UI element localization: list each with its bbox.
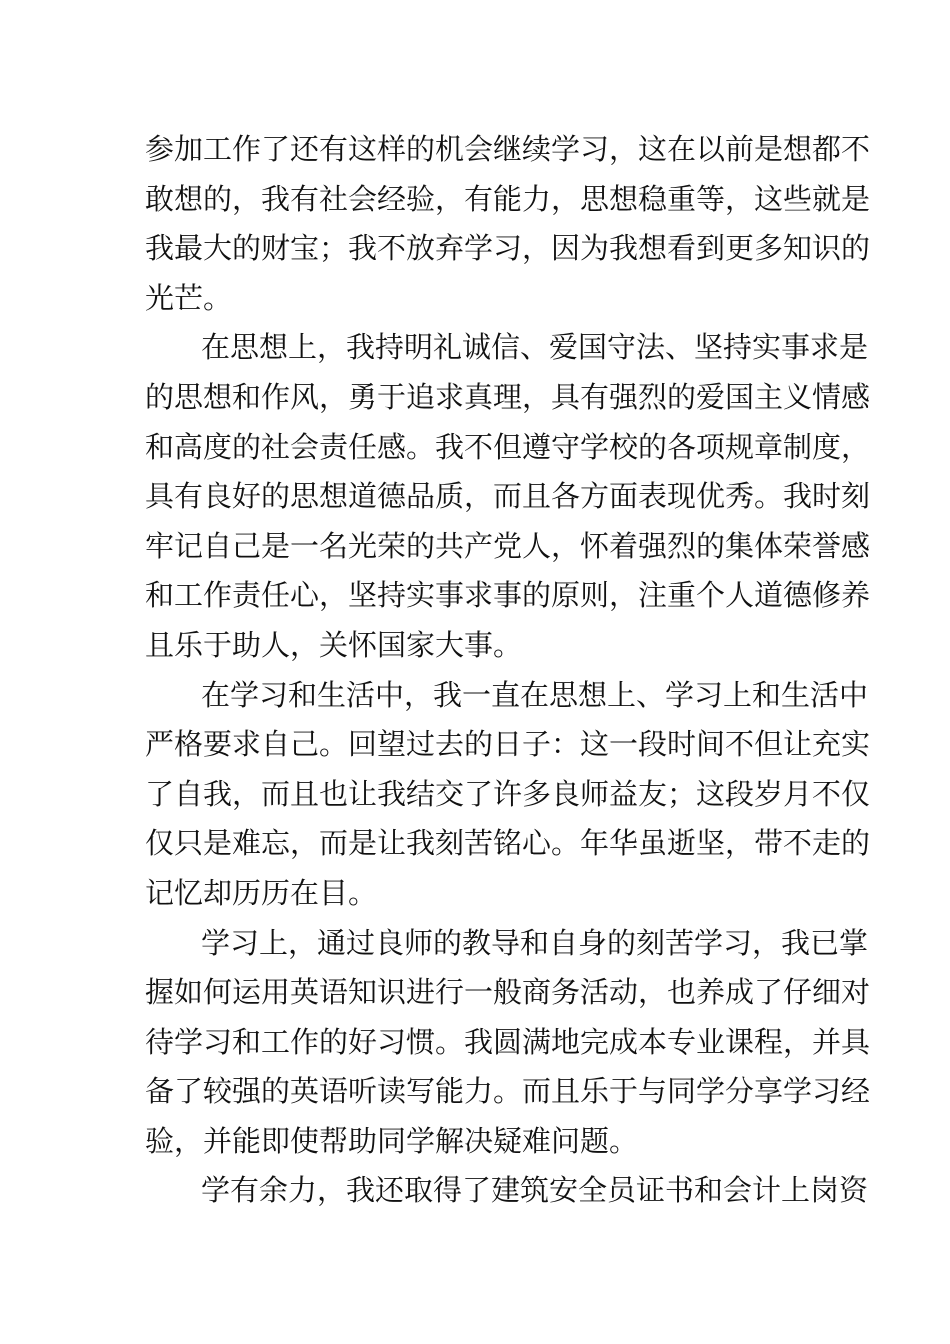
text-line: 备了较强的英语听读写能力。而且乐于与同学分享学习经 [145,1074,871,1109]
text-line: 待学习和工作的好习惯。我圆满地完成本专业课程，并具 [145,1024,871,1059]
paragraph-ideology [145,323,871,670]
text-line-first: 在学习和生活中，我一直在思想上、学习上和生活中 [201,677,869,712]
text-line: 和高度的社会责任感。我不但遵守学校的各项规章制度， [145,429,871,464]
text-line-first: 学习上，通过良师的教导和自身的刻苦学习，我已掌 [201,925,869,960]
text-line: 我最大的财宝；我不放弃学习，因为我想看到更多知识的 [145,231,871,266]
paragraph-continued [145,125,871,323]
text-line: 仅只是难忘，而是让我刻苦铭心。年华虽逝坚，带不走的 [145,826,871,861]
document-body [145,125,871,1216]
text-line: 和工作责任心，坚持实事求事的原则，注重个人道德修养 [145,578,871,613]
text-line: 记忆却历历在目。 [145,875,378,910]
text-line-first: 在思想上，我持明礼诚信、爱国守法、坚持实事求是 [201,330,869,365]
paragraph-certificates [145,1166,869,1216]
text-line: 握如何运用英语知识进行一般商务活动，也养成了仔细对 [145,975,871,1010]
text-line: 具有良好的思想道德品质，而且各方面表现优秀。我时刻 [145,479,871,514]
text-line: 严格要求自己。回望过去的日子：这一段时间不但让充实 [145,727,871,762]
text-line-first: 学有余力，我还取得了建筑安全员证书和会计上岗资 [201,1173,869,1208]
text-line: 了自我，而且也让我结交了许多良师益友；这段岁月不仅 [145,776,871,811]
text-line: 且乐于助人，关怀国家大事。 [145,627,523,662]
text-line: 参加工作了还有这样的机会继续学习，这在以前是想都不 [145,132,871,166]
paragraph-life [145,671,871,919]
text-line: 验，并能即使帮助同学解决疑难问题。 [145,1123,639,1158]
paragraph-study [145,919,871,1167]
text-line: 牢记自己是一名光荣的共产党人，怀着强烈的集体荣誉感 [145,528,871,563]
text-line: 的思想和作风，勇于追求真理，具有强烈的爱国主义情感 [145,379,871,414]
text-line: 光芒。 [145,280,233,315]
text-line: 敢想的，我有社会经验，有能力，思想稳重等，这些就是 [145,181,871,216]
